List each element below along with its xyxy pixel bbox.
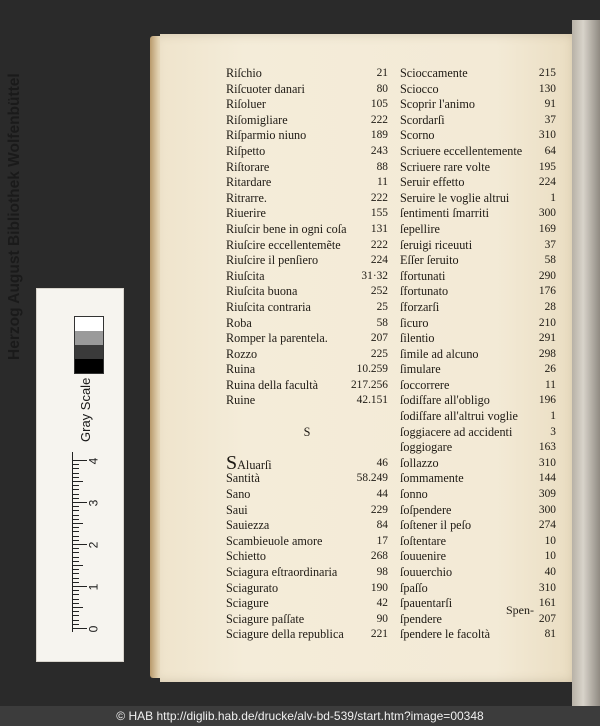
index-entry <box>226 316 388 332</box>
gray-swatch <box>75 331 103 345</box>
index-term: Riſomigliare <box>226 112 288 127</box>
ruler-tick <box>73 548 79 549</box>
page-reference: 11 <box>377 176 388 189</box>
page-reference: 217.256 <box>350 378 388 391</box>
spacer <box>226 440 388 456</box>
index-entry <box>400 206 556 222</box>
page-reference: 40 <box>544 566 556 578</box>
ruler-number: 3 <box>86 499 101 507</box>
index-entry <box>226 393 388 409</box>
page-reference: 207 <box>370 332 388 345</box>
index-term: ſoccorrere <box>400 377 450 392</box>
index-entry <box>400 347 556 363</box>
index-term: ſpendere <box>400 611 442 626</box>
page-reference: 37 <box>544 113 556 126</box>
index-entry <box>226 487 388 503</box>
page-reference: 225 <box>370 347 388 360</box>
page-reference: 222 <box>370 113 388 126</box>
index-term: ſodiſfare all'obligo <box>400 393 490 408</box>
page-reference: 310 <box>538 129 556 142</box>
ruler-tick <box>73 477 79 478</box>
index-term: Riſpetto <box>226 143 266 158</box>
index-term: Schietto <box>226 549 266 564</box>
index-entry <box>226 362 388 378</box>
page-reference: 25 <box>376 300 388 313</box>
index-term: Sauiezza <box>226 518 270 533</box>
page-reference: 1 <box>550 410 556 423</box>
index-entry <box>226 97 388 113</box>
index-term: Ruina <box>226 362 256 377</box>
ruler-tick <box>73 536 79 537</box>
ruler-tick <box>73 561 79 562</box>
index-term: ſfortunato <box>400 284 449 299</box>
gray-scale-label: Gray Scale <box>78 377 93 442</box>
page-reference: 1 <box>550 191 556 204</box>
page-reference: 176 <box>538 285 556 298</box>
ruler-tick <box>73 582 79 583</box>
page-reference: 155 <box>370 207 388 220</box>
index-term: Sciagure paſſate <box>226 611 305 626</box>
page-reference: 309 <box>538 488 556 501</box>
page-reference: 215 <box>538 67 556 79</box>
ruler-tick <box>73 599 79 600</box>
index-entry <box>226 596 388 612</box>
index-entry <box>400 378 556 394</box>
index-entry <box>400 253 556 269</box>
index-term: ſoggiogare <box>400 440 453 455</box>
page-reference: 274 <box>538 519 556 532</box>
page-reference: 252 <box>370 285 388 298</box>
page-reference: 42 <box>376 597 388 610</box>
index-entry <box>226 128 388 144</box>
index-entry <box>226 238 388 254</box>
ruler-tick <box>73 473 79 474</box>
index-entry <box>226 471 388 487</box>
gray-swatches <box>74 316 104 374</box>
index-entry <box>400 82 556 98</box>
gray-swatch <box>75 317 103 331</box>
initial-letter: S <box>226 451 238 474</box>
ruler-tick <box>73 531 79 532</box>
index-term: Sciocco <box>400 81 439 96</box>
index-entry <box>400 581 556 597</box>
page-reference: 91 <box>544 98 556 111</box>
index-entry <box>400 144 556 160</box>
page-reference: 161 <box>538 597 556 610</box>
index-entry <box>400 284 556 300</box>
index-entry <box>226 206 388 222</box>
page-reference: 10 <box>544 550 556 563</box>
page-reference: 10 <box>544 534 556 547</box>
ruler-tick <box>73 523 83 524</box>
index-term: ſonno <box>400 487 428 502</box>
page-reference: 291 <box>538 332 556 345</box>
letter-heading: S <box>303 424 311 439</box>
page-reference: 196 <box>538 394 556 407</box>
index-entry <box>226 160 388 176</box>
index-term: ſodiſfare all'altrui voglie <box>400 409 518 424</box>
index-term: Riſoluer <box>226 97 266 112</box>
ruler-tick <box>73 498 79 499</box>
index-entry <box>400 565 556 581</box>
page-reference: 300 <box>538 503 556 516</box>
index-term: Scriuere rare volte <box>400 159 491 174</box>
page-reference: 210 <box>538 316 556 329</box>
index-entry <box>400 393 556 409</box>
index-entry <box>226 66 388 82</box>
ruler-number: 1 <box>86 583 101 591</box>
ruler-tick <box>73 565 83 566</box>
page-reference: 26 <box>544 363 556 376</box>
index-entry <box>226 269 388 285</box>
index-entry <box>226 144 388 160</box>
index-entry <box>226 581 388 597</box>
page-reference: 3 <box>550 425 556 438</box>
index-term: Riuſcire il penſiero <box>226 253 319 268</box>
page-reference: 80 <box>376 82 388 95</box>
index-term: Scioccamente <box>400 66 468 80</box>
index-entry <box>400 549 556 565</box>
index-entry <box>400 97 556 113</box>
library-name: Herzog August Bibliothek Wolfenbüttel <box>6 73 23 360</box>
index-entry <box>400 222 556 238</box>
ruler-tick <box>73 557 79 558</box>
ruler-tick <box>73 590 79 591</box>
index-entry <box>400 300 556 316</box>
index-entry <box>400 316 556 332</box>
index-term: ſforzarſi <box>400 299 440 314</box>
page-reference: 17 <box>376 534 388 547</box>
index-term: ſpendere le facoltà <box>400 627 490 642</box>
index-entry <box>226 175 388 191</box>
index-entry <box>400 534 556 550</box>
index-term: Riuſcita buona <box>226 284 298 299</box>
page-reference: 169 <box>538 222 556 235</box>
ruler-tick <box>73 573 79 574</box>
index-entry <box>400 503 556 519</box>
index-term: ſentimenti ſmarriti <box>400 206 490 221</box>
index-term: Riſtorare <box>226 159 270 174</box>
page-reference: 11 <box>545 378 556 391</box>
index-entry <box>400 66 556 82</box>
ruler-tick <box>73 510 79 511</box>
index-term: Sciagure della republica <box>226 627 344 642</box>
index-entry <box>226 612 388 628</box>
index-term: ſoggiacere ad accidenti <box>400 424 513 439</box>
index-entry <box>400 128 556 144</box>
page-reference: 90 <box>376 612 388 625</box>
page-reference: 31·32 <box>361 269 388 282</box>
index-term: ſicuro <box>400 315 429 330</box>
page-reference: 131 <box>370 222 388 235</box>
ruler-tick <box>73 502 87 503</box>
index-entry <box>226 113 388 129</box>
index-column-right <box>400 66 556 643</box>
ruler-tick <box>73 519 79 520</box>
index-entry <box>400 471 556 487</box>
index-term: ſimulare <box>400 362 441 377</box>
index-term: ſouuerchio <box>400 565 453 579</box>
ruler-tick <box>73 544 87 545</box>
index-term: Santità <box>226 471 260 486</box>
index-column-left <box>226 66 388 643</box>
index-term: Eſſer ſeruito <box>400 253 459 268</box>
page-reference: 58.249 <box>356 472 388 485</box>
index-entry <box>226 82 388 98</box>
index-term: ſollazzo <box>400 455 439 470</box>
page-reference: 222 <box>370 191 388 204</box>
ruler-tick <box>73 603 79 604</box>
index-entry <box>400 518 556 534</box>
index-term: Sciagure <box>226 596 269 611</box>
index-entry <box>400 456 556 472</box>
index-term: Seruir effetto <box>400 175 465 190</box>
ruler-number: 0 <box>86 625 101 633</box>
index-entry <box>400 627 556 643</box>
index-term: Ruina della facultà <box>226 377 319 392</box>
ruler-tick <box>73 628 87 629</box>
ruler-tick <box>73 607 83 608</box>
index-term: Ruine <box>226 393 256 408</box>
index-entry <box>400 487 556 503</box>
index-entry <box>226 284 388 300</box>
ruler-tick <box>73 620 79 621</box>
page-reference: 290 <box>538 269 556 282</box>
index-term: ſouuenire <box>400 549 447 564</box>
ruler-tick <box>73 569 79 570</box>
index-entry <box>226 222 388 238</box>
index-term: Riuſcir bene in ogni coſa <box>226 221 347 236</box>
index-entry <box>400 191 556 207</box>
ruler-tick <box>73 611 79 612</box>
index-entry <box>226 378 388 394</box>
index-term: ſpauentarſi <box>400 596 453 611</box>
ruler-tick <box>73 615 79 616</box>
page-reference: 58 <box>376 316 388 329</box>
page-reference: 163 <box>538 441 556 454</box>
index-term: ſimile ad alcuno <box>400 346 479 361</box>
index-entry <box>226 627 388 643</box>
page-reference: 300 <box>538 207 556 220</box>
page-reference: 243 <box>370 144 388 157</box>
index-term: ſilentio <box>400 331 435 346</box>
page-reference: 310 <box>538 581 556 594</box>
gray-swatch <box>75 359 103 373</box>
index-term: Scorno <box>400 128 435 143</box>
ruler-tick <box>73 485 79 486</box>
index-entry <box>226 518 388 534</box>
index-term: Ritardare <box>226 175 272 190</box>
index-entry <box>400 331 556 347</box>
index-entry <box>400 362 556 378</box>
ruler-tick <box>73 481 83 482</box>
index-term: Roba <box>226 315 252 330</box>
page-reference: 207 <box>538 612 556 625</box>
index-entry <box>400 269 556 285</box>
index-entry <box>400 175 556 191</box>
index-term: ſoſtener il peſo <box>400 518 472 533</box>
page-reference: 88 <box>376 160 388 173</box>
page-reference: 224 <box>370 254 388 267</box>
binding-gutter <box>572 20 600 706</box>
index-entry <box>400 425 556 441</box>
index-entry <box>226 565 388 581</box>
index-term: ſfortunati <box>400 268 446 283</box>
gray-swatch <box>75 345 103 359</box>
index-term: Romper la parentela. <box>226 331 328 346</box>
index-term: Seruire le voglie altrui <box>400 190 510 205</box>
index-term: Riuſcire eccellentemẽte <box>226 237 341 252</box>
page-reference: 81 <box>544 628 556 641</box>
index-term: Sciagura eſtraordinaria <box>226 565 338 579</box>
index-term: Scambieuole amore <box>226 533 323 548</box>
index-term: Scordarſi <box>400 112 445 127</box>
index-entry <box>226 534 388 550</box>
ruler-tick <box>73 578 79 579</box>
ruler-tick <box>73 464 79 465</box>
index-entry <box>226 347 388 363</box>
ruler-tick <box>73 494 79 495</box>
ruler-tick <box>73 552 79 553</box>
page-reference: 10.259 <box>356 363 388 376</box>
page-reference: 84 <box>376 519 388 532</box>
index-entry <box>400 160 556 176</box>
ruler-number: 4 <box>86 457 101 465</box>
index-entry <box>226 503 388 519</box>
copyright-footer: © HAB http://diglib.hab.de/drucke/alv-bd-539/start.htm?image=00348 <box>0 706 600 726</box>
page-reference: 221 <box>370 628 388 641</box>
index-entry <box>226 451 388 474</box>
ruler-tick <box>73 506 79 507</box>
index-entry <box>226 191 388 207</box>
page-reference: 42.151 <box>356 394 388 407</box>
index-term: Riuerire <box>226 206 266 221</box>
ruler-tick <box>73 594 79 595</box>
index-entry <box>226 253 388 269</box>
ruler-tick <box>73 586 87 587</box>
index-term: Riſchio <box>226 66 262 80</box>
index-entry <box>400 113 556 129</box>
ruler-tick <box>73 460 87 461</box>
page-reference: 229 <box>370 503 388 516</box>
index-entry <box>226 331 388 347</box>
ruler-tick <box>73 624 79 625</box>
page-reference: 224 <box>538 176 556 189</box>
index-term: ſommamente <box>400 471 464 486</box>
page-reference: 190 <box>370 581 388 594</box>
index-term: Riuſcita <box>226 268 265 283</box>
page-reference: 28 <box>544 300 556 313</box>
index-term: Riſcuoter danari <box>226 81 305 96</box>
page-reference: 44 <box>376 488 388 501</box>
index-term: SAluarſi <box>226 451 272 474</box>
index-term: ſoſtentare <box>400 533 447 548</box>
index-term: Scriuere eccellentemente <box>400 143 523 158</box>
index-term: Scoprir l'animo <box>400 97 475 112</box>
index-term: Rozzo <box>226 346 258 361</box>
page-reference: 105 <box>370 98 388 111</box>
index-term: Ritrarre. <box>226 190 267 205</box>
ruler-tick <box>73 489 79 490</box>
page-reference: 144 <box>538 472 556 485</box>
index-term: ſepellire <box>400 221 440 236</box>
page-reference: 37 <box>544 238 556 251</box>
page-reference: 195 <box>538 160 556 173</box>
index-term: Sciagurato <box>226 580 279 595</box>
ruler-tick <box>73 468 79 469</box>
index-entry <box>400 238 556 254</box>
index-term: ſpaſſo <box>400 580 428 595</box>
page-reference: 46 <box>376 456 388 469</box>
index-entry <box>400 440 556 456</box>
ruler-tick <box>73 527 79 528</box>
index-entry <box>226 300 388 316</box>
page-reference: 21 <box>376 67 388 79</box>
index-term: ſoſpendere <box>400 502 452 517</box>
page-reference: 130 <box>538 82 556 95</box>
ruler-number: 2 <box>86 541 101 549</box>
index-term: Saui <box>226 502 248 517</box>
index-term: Riuſcita contraria <box>226 299 311 314</box>
index-entry <box>400 409 556 425</box>
index-term: ſeruigi riceuuti <box>400 237 473 252</box>
index-entry <box>226 549 388 565</box>
catchword: Spen- <box>506 603 534 617</box>
index-term: Sano <box>226 487 251 502</box>
page-reference: 64 <box>544 144 556 157</box>
page-reference: 189 <box>370 129 388 142</box>
page-reference: 298 <box>538 347 556 360</box>
ruler-tick <box>73 515 79 516</box>
page-reference: 222 <box>370 238 388 251</box>
page-reference: 58 <box>544 254 556 267</box>
index-term: Riſparmio niuno <box>226 128 307 143</box>
page-reference: 268 <box>370 550 388 563</box>
page-reference: 310 <box>538 456 556 469</box>
spacer <box>226 409 388 425</box>
ruler-tick <box>73 540 79 541</box>
page-reference: 98 <box>376 566 388 578</box>
